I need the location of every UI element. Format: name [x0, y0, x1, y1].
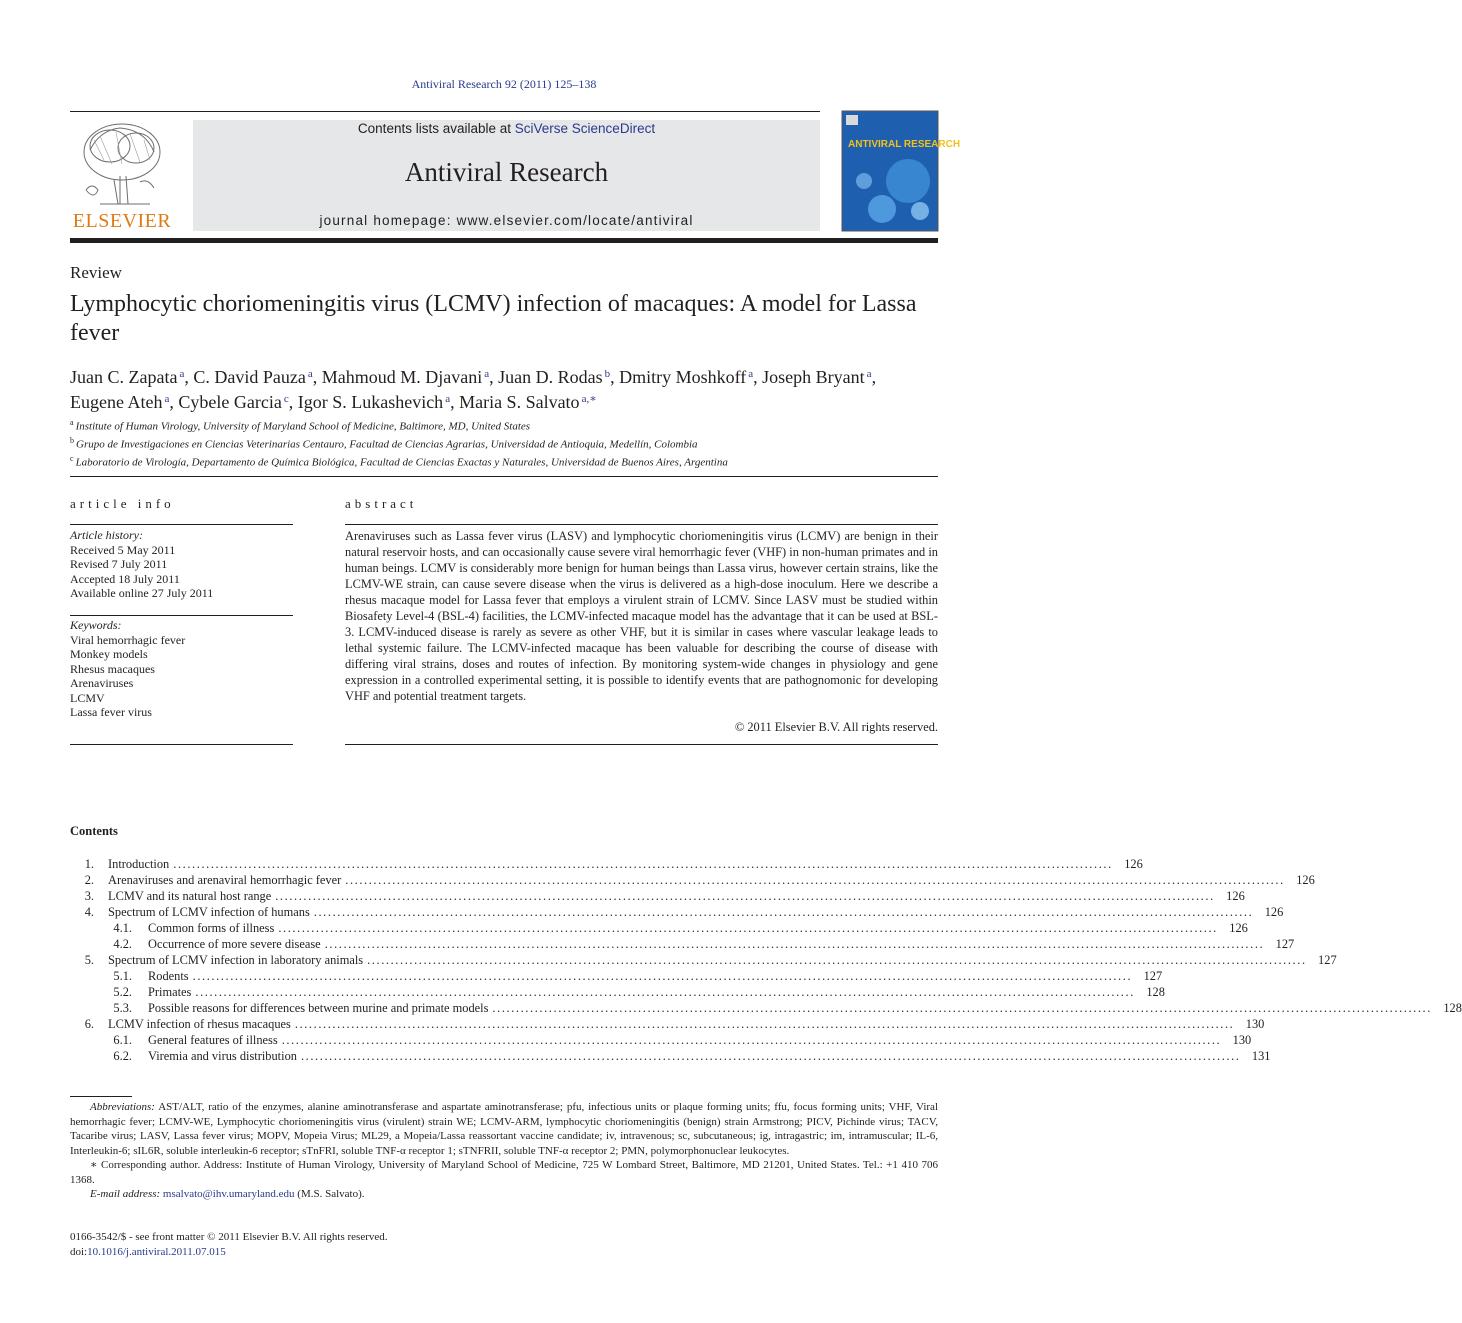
author-affiliation-mark[interactable]: a — [866, 368, 872, 380]
divider-thick — [70, 238, 938, 243]
toc-page: 130 — [1245, 1017, 1265, 1031]
cover-title: ANTIVIRAL RESEARCH — [848, 139, 961, 150]
keyword: Arenaviruses — [70, 676, 134, 690]
toc-number: 3. — [84, 889, 94, 903]
toc-number: 6. — [84, 1017, 94, 1031]
footnotes — [70, 1100, 938, 1202]
author-name[interactable]: Cybele Garcia — [178, 392, 282, 412]
toc-leader: ........................................................................................................................................................................................................ — [294, 1017, 1235, 1031]
history-item: Revised 7 July 2011 — [70, 557, 168, 571]
toc-page: 126 — [1229, 921, 1248, 935]
toc-row[interactable] — [70, 856, 1143, 872]
keyword: Rhesus macaques — [70, 661, 155, 676]
toc-title[interactable]: Viremia and virus distribution — [148, 1049, 297, 1063]
author — [298, 392, 450, 412]
author — [193, 367, 312, 387]
toc-page: 128 — [1146, 985, 1165, 999]
toc-number: 6.1. — [113, 1033, 132, 1047]
toc-row[interactable] — [70, 872, 1315, 888]
toc-leader: ........................................................................................................................................................................................................ — [275, 889, 1215, 903]
contents-heading: Contents — [70, 824, 118, 838]
affiliation — [70, 452, 930, 470]
affiliation-list — [70, 416, 930, 470]
keywords — [70, 618, 185, 720]
toc-row[interactable] — [70, 1016, 1265, 1032]
journal-citation[interactable]: Antiviral Research 92 (2011) 125–138 — [411, 77, 597, 91]
author-list: Juan C. Zapata $^a$, C. David Pauza $^a$, Mahmoud M. Djavani $^a$, Juan D. Rodas $^b$, Dmitry Moshkoff $^a$, Joseph Bryant $^a$, Eugene Ateh $^a$, Cybele Garcia $^c$, Igor S. Lukashevich $^a$, Maria S. Salvato $^{a,∗}$ — [70, 367, 877, 412]
author — [70, 392, 169, 412]
abstract-text: Arenaviruses such as Lassa fever virus (LASV) and lymphocytic choriomeningitis virus (LCMV) are benign in their natural reservoir hosts, and can occasionally cause severe viral hemorrhagic fever (VHF) in non-human primates and in human beings. LCMV is considerably more benign for human beings than Lassa virus, however certain strains, like the LCMV-WE strain, can cause severe disease when the virus is delivered as a high-dose inoculum. Here we describe a rhesus macaque model for Lassa fever that employs a virulent strain of LCMV. Since LASV must be studied within Biosafety Level-4 (BSL-4) facilities, the LCMV-infected macaque model has the advantage that it can be used at BSL-3. LCMV-induced disease is rarely as severe as other VHF, but it is similar in cases where vascular leakage leads to lethal systemic failure. The LCMV-infected macaque has been valuable for describing the course of disease with differing viral strains, doses and routes of infection. By monitoring system-wide changes in physiology and gene expression in a controlled experimental setting, it is possible to identify events that are pathognomonic for developing VHF and potential treatment targets. — [345, 529, 938, 703]
author-affiliation-mark[interactable]: a — [484, 368, 490, 380]
email-link[interactable]: msalvato@ihv.umaryland.edu — [162, 1188, 295, 1200]
homepage-prefix: journal homepage: — [319, 213, 457, 228]
copyright: © 2011 Elsevier B.V. All rights reserved. — [734, 720, 938, 734]
email-label: E-mail address: — [90, 1188, 161, 1200]
author — [459, 392, 597, 412]
divider — [70, 476, 938, 477]
toc-row[interactable] — [70, 984, 1165, 1000]
affiliation-mark: a — [70, 418, 74, 427]
toc-page: 127 — [1275, 937, 1295, 951]
toc-number: 5. — [84, 953, 94, 967]
email-footnote — [70, 1187, 938, 1202]
toc-title[interactable]: LCMV and its natural host range — [108, 889, 272, 903]
affiliation-mark: c — [70, 454, 74, 464]
journal-homepage — [193, 213, 820, 228]
toc-row[interactable] — [70, 1048, 1271, 1064]
toc-row[interactable] — [70, 968, 1163, 984]
email-suffix: (M.S. Salvato). — [294, 1188, 365, 1200]
toc-page: 126 — [1296, 873, 1315, 887]
keyword: Viral hemorrhagic fever — [70, 632, 186, 647]
author — [762, 367, 871, 387]
toc-leader: ........................................................................................................................................................................................................ — [367, 953, 1307, 967]
toc-page: 126 — [1226, 889, 1245, 903]
divider — [70, 744, 293, 745]
toc-row[interactable] — [70, 1000, 1462, 1016]
keywords-label: Keywords: — [70, 618, 122, 632]
contents-availability — [193, 121, 820, 136]
toc-page: 126 — [1264, 905, 1284, 919]
history-item: Accepted 18 July 2011 — [70, 571, 180, 586]
affiliation-text: Institute of Human Virology, University of Maryland School of Medicine, Baltimore, MD, United States — [75, 420, 531, 433]
divider — [345, 524, 938, 525]
toc-title[interactable]: Arenaviruses and arenaviral hemorrhagic fever — [108, 873, 342, 887]
article-type: Review — [70, 263, 122, 282]
doi-label: doi: — [70, 1245, 88, 1258]
toc-number: 5.2. — [113, 985, 132, 999]
toc-title[interactable]: LCMV infection of rhesus macaques — [108, 1017, 291, 1031]
toc-page: 127 — [1318, 953, 1337, 967]
affiliation — [70, 416, 930, 434]
toc-leader: ........................................................................................................................................................................................................ — [300, 1049, 1241, 1063]
journal-title: Antiviral Research — [404, 157, 609, 187]
keyword: Monkey models — [70, 647, 148, 661]
author-name[interactable]: Juan D. Rodas — [498, 367, 603, 387]
abbreviations-footnote — [70, 1100, 938, 1158]
toc-page: 126 — [1124, 857, 1143, 871]
toc-leader: ........................................................................................................................................................................................................ — [173, 857, 1113, 871]
toc-row[interactable] — [70, 920, 1248, 936]
toc-leader: ........................................................................................................................................................................................................ — [324, 937, 1265, 951]
divider — [345, 744, 938, 745]
author-name[interactable]: Dmitry Moshkoff — [619, 367, 747, 387]
author-name[interactable]: Igor S. Lukashevich — [297, 392, 444, 412]
divider — [70, 524, 293, 525]
publisher-name: ELSEVIER — [72, 210, 172, 232]
author — [70, 367, 184, 387]
toc-leader: ........................................................................................................................................................................................................ — [313, 905, 1254, 919]
toc-title[interactable]: Occurrence of more severe disease — [148, 937, 321, 951]
divider — [70, 111, 820, 112]
author-name[interactable]: Maria S. Salvato — [459, 392, 580, 412]
toc-number: 1. — [84, 857, 94, 871]
footnote-divider — [70, 1096, 132, 1097]
affiliation-mark: b — [70, 436, 74, 446]
toc-leader: ........................................................................................................................................................................................................ — [345, 873, 1285, 887]
affiliation-text: Laboratorio de Virología, Departamento de Química Biológica, Facultad de Ciencias Exactas y Naturales, Universidad de Buenos Aires, Argentina — [75, 456, 728, 469]
toc-title[interactable]: Rodents — [148, 969, 189, 983]
doi-link[interactable]: 10.1016/j.antiviral.2011.07.015 — [87, 1245, 226, 1258]
toc-number: 5.1. — [113, 969, 132, 983]
author-name[interactable]: C. David Pauza — [193, 367, 306, 387]
homepage-url[interactable]: www.elsevier.com/locate/antiviral — [456, 213, 694, 228]
author — [178, 392, 288, 412]
doi-line — [70, 1245, 388, 1260]
toc-row[interactable] — [70, 1032, 1252, 1048]
toc-page: 131 — [1251, 1049, 1271, 1063]
toc-leader: ........................................................................................................................................................................................................ — [195, 985, 1135, 999]
journal-cover-thumbnail[interactable] — [842, 111, 961, 231]
toc-title[interactable]: Spectrum of LCMV infection in laboratory animals — [108, 953, 364, 967]
author-name[interactable]: Mahmoud M. Djavani — [321, 367, 483, 387]
author-affiliation-mark[interactable]: a,∗ — [581, 393, 597, 405]
history-item: Received 5 May 2011 — [70, 542, 176, 557]
issn-block — [70, 1230, 388, 1259]
author — [498, 367, 610, 387]
toc-title[interactable]: Primates — [148, 985, 192, 999]
toc-number: 4.1. — [113, 921, 132, 935]
toc-number: 2. — [84, 873, 94, 887]
article-info-heading: article info — [70, 496, 175, 511]
affiliation — [70, 434, 930, 452]
author-name[interactable]: Eugene Ateh — [70, 392, 163, 412]
toc-row[interactable] — [70, 904, 1284, 920]
toc-page: 127 — [1143, 969, 1163, 983]
author-affiliation-mark[interactable]: a — [748, 368, 754, 380]
article-history — [70, 528, 213, 601]
author-affiliation-mark[interactable]: a — [307, 368, 313, 380]
toc-row[interactable] — [70, 888, 1245, 904]
toc-page: 130 — [1232, 1033, 1252, 1047]
toc-leader: ........................................................................................................................................................................................................ — [281, 1033, 1222, 1047]
history-label: Article history: — [70, 528, 143, 542]
toc-title[interactable]: Spectrum of LCMV infection of humans — [108, 905, 310, 919]
issn-line: 0166-3542/$ - see front matter © 2011 Elsevier B.V. All rights reserved. — [70, 1231, 388, 1243]
toc-row[interactable] — [70, 936, 1295, 952]
table-of-contents — [70, 856, 1462, 1064]
author — [619, 367, 753, 387]
author-name[interactable]: Joseph Bryant — [762, 367, 865, 387]
keyword: Lassa fever virus — [70, 705, 152, 719]
toc-row[interactable] — [70, 952, 1337, 968]
contents-prefix: Contents lists available at — [357, 121, 515, 136]
author-affiliation-mark[interactable]: a — [445, 393, 451, 405]
author-affiliation-mark[interactable]: a — [179, 368, 185, 380]
corresponding-author-footnote: ∗ Corresponding author. Address: Institute of Human Virology, University of Maryland School of Medicine, 725 W Lombard Street, Baltimore, MD 21201, United States. Tel.: +1 410 706 1368. — [70, 1159, 938, 1186]
toc-leader: ........................................................................................................................................................................................................ — [192, 969, 1133, 983]
toc-number: 4.2. — [113, 937, 132, 951]
toc-number: 4. — [84, 905, 94, 919]
toc-title[interactable]: Common forms of illness — [148, 921, 275, 935]
article-title: Lymphocytic choriomeningitis virus (LCMV) infection of macaques: A model for Lassa fever — [70, 291, 917, 346]
abbreviations-text: AST/ALT, ratio of the enzymes, alanine aminotransferase and aspartate aminotransferase; pfu, infectious units or plaque forming units; ffu, focus forming units; VHF, Viral hemorrhagic fever; LCMV-WE, Lymphocytic choriomeningitis virus (virulent) strain WE; LCMV-ARM, lymphocytic choriomeningitis (benign) strain Armstrong; PICV, Pichinde virus; TACV, Tacaribe virus; LASV, Lassa fever virus; MOPV, Mopeia Virus; ML29, a Mopeia/Lassa reassortant vaccine candidate; iv, intravenous; sc, subcutaneous; ig, intragastric; im, intramuscular; IL-6, Interleukin-6; sIL6R, soluble interleukin-6 receptor; sTnFRI, soluble TNF-α receptor 1; sTNFRII, soluble TNF-α receptor 2; PMN, polymorphonuclear leukocytes. — [70, 1101, 938, 1157]
author-affiliation-mark[interactable]: b — [604, 368, 611, 380]
toc-leader: ........................................................................................................................................................................................................ — [492, 1001, 1432, 1015]
author — [322, 367, 489, 387]
toc-number: 5.3. — [113, 1001, 132, 1015]
history-item: Available online 27 July 2011 — [70, 586, 214, 600]
toc-page: 128 — [1443, 1001, 1462, 1015]
author-name[interactable]: Juan C. Zapata — [70, 367, 178, 387]
keyword: LCMV — [70, 690, 105, 705]
affiliation-text: Grupo de Investigaciones en Ciencias Veterinarias Centauro, Facultad de Ciencias Agrarias, Universidad de Antioquia, Medellín, Colombia — [76, 438, 698, 451]
toc-number: 6.2. — [113, 1049, 132, 1063]
toc-leader: ........................................................................................................................................................................................................ — [278, 921, 1218, 935]
toc-title[interactable]: Introduction — [108, 857, 170, 871]
author-affiliation-mark[interactable]: a — [164, 393, 170, 405]
sciencedirect-link[interactable]: SciVerse ScienceDirect — [514, 121, 656, 136]
author-affiliation-mark[interactable]: c — [283, 393, 289, 405]
abstract-heading: abstract — [345, 496, 418, 511]
toc-title[interactable]: General features of illness — [148, 1033, 278, 1047]
divider — [70, 615, 293, 616]
toc-title[interactable]: Possible reasons for differences between murine and primate models — [148, 1001, 489, 1015]
abbreviations-label: Abbreviations: — [90, 1101, 155, 1113]
